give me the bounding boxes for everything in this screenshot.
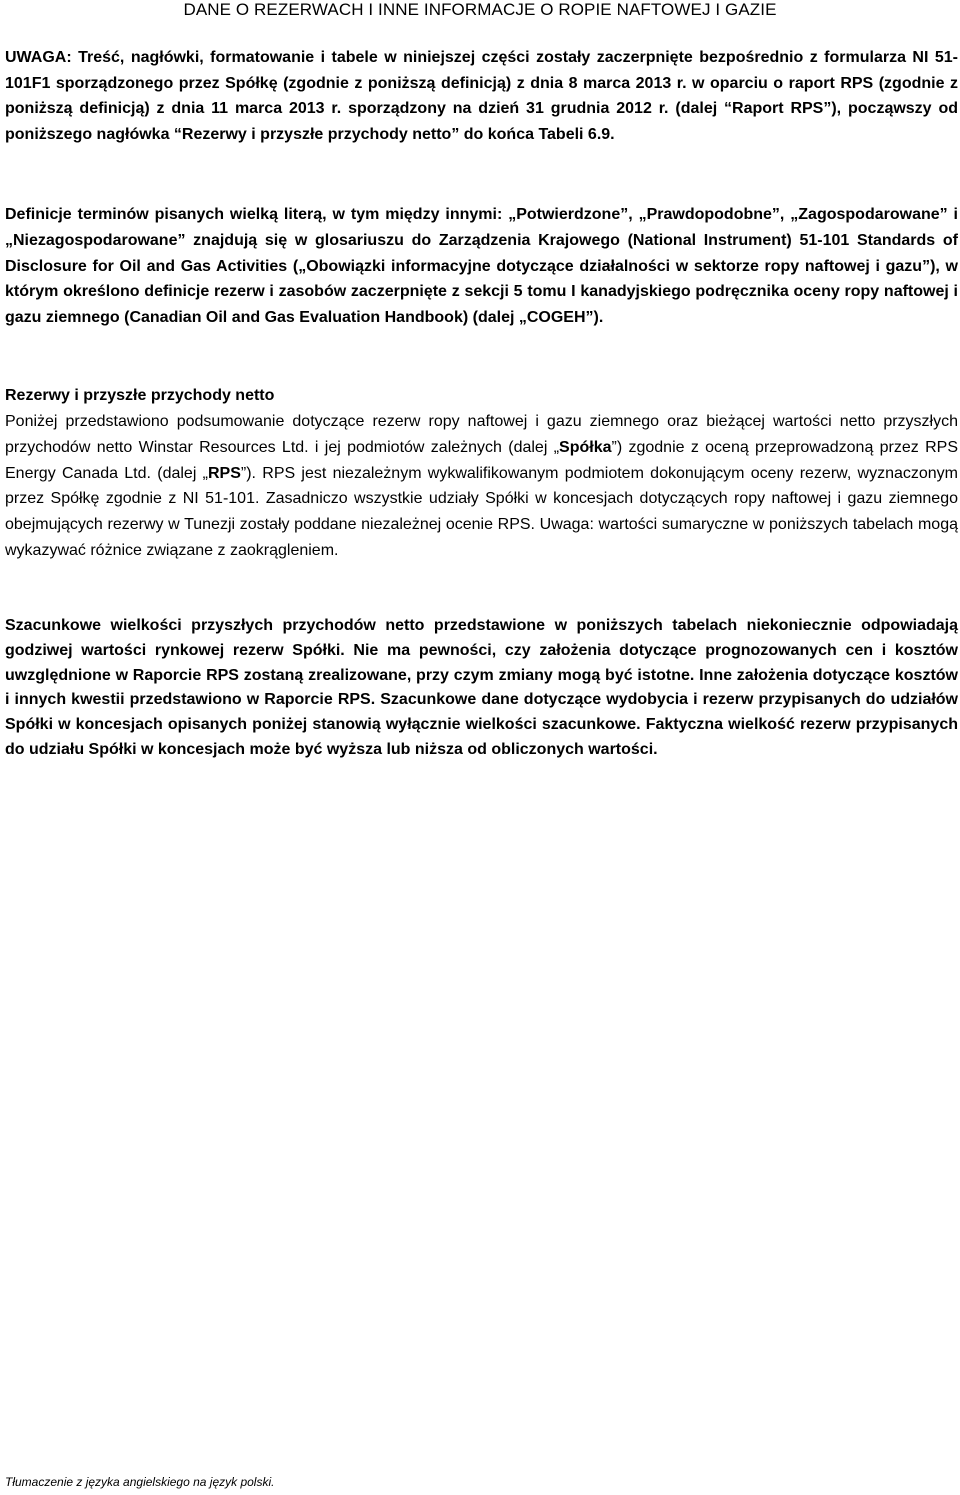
uwaga-note: UWAGA: Treść, nagłówki, formatowanie i tabele w niniejszej części zostały zaczerpnięte bezpośrednio z formularza NI 51-101F1 sporządzonego przez Spółkę (zgodnie z poniższą definicją) z dnia 8 marca 2013 r. w oparciu o raport RPS (zgodnie z poniższą definicją) z dnia 11 marca 2013 r. sporządzony na dzień 31 grudnia 2012 r. (dalej “Raport RPS”), począwszy od poniższego nagłówka “Rezerwy i przyszłe przychody netto” do końca Tabeli 6.9. [5, 49, 958, 143]
term-rps: RPS [207, 464, 241, 482]
document-page [5, 0, 959, 1495]
term-spolka: Spółka [559, 438, 612, 456]
translation-footer-note: Tłumaczenie z języka angielskiego na język polski. [5, 1475, 275, 1489]
reserves-text-part1: Poniżej przedstawiono podsumowanie dotyczące rezerw ropy naftowej i gazu ziemnego oraz bieżącej wartości netto przyszłych przychodów netto Winstar Resources Ltd. i jej podmiotów zależnych (dalej „ [5, 413, 958, 456]
reserves-text-part2: ”) zgodnie z oceną przeprowadzoną przez RPS Energy Canada Ltd. (dalej „ [5, 438, 958, 482]
page-title: DANE O REZERWACH I INNE INFORMACJE O ROPIE NAFTOWEJ I GAZIE [183, 0, 777, 19]
section-heading-reserves: Rezerwy i przyszłe przychody netto [5, 387, 275, 404]
definitions-paragraph: Definicje terminów pisanych wielką literą, w tym między innymi: „Potwierdzone”, „Prawdopodobne”, „Zagospodarowane” i „Niezagospodarowane” znajdują się w glosariuszu do Zarządzenia Krajowego (National Instrument) 51-101 Standards of Disclosure for Oil and Gas Activities („Obowiązki informacyjne dotyczące działalności w sektorze ropy naftowej i gazu”), w którym określono definicje rezerw i zasobów zaczerpnięte z sekcji 5 tomu I kanadyjskiego podręcznika oceny ropy naftowej i gazu ziemnego (Canadian Oil and Gas Evaluation Handbook) (dalej „COGEH”). [5, 206, 958, 327]
reserves-paragraph [5, 409, 958, 564]
reserves-text-part3: ”). RPS jest niezależnym wykwalifikowanym podmiotem dokonującym oceny rezerw, wyznaczonym przez Spółkę zgodnie z NI 51-101. Zasadniczo wszystkie udziały Spółki w koncesjach dotyczących ropy naftowej i gazu ziemnego obejmujących rezerwy w Tunezji zostały poddane niezależnej ocenie RPS. Uwaga: wartości sumaryczne w poniższych tabelach mogą wykazywać różnice związane z zaokrągleniem. [5, 464, 959, 559]
estimates-disclaimer-paragraph: Szacunkowe wielkości przyszłych przychodów netto przedstawione w poniższych tabelach niekoniecznie odpowiadają godziwej wartości rynkowej rezerw Spółki. Nie ma pewności, czy założenia dotyczące prognozowanych cen i kosztów uwzględnione w Raporcie RPS zostaną zrealizowane, przy czym zmiany mogą być istotne. Inne założenia dotyczące kosztów i innych kwestii przedstawiono w Raporcie RPS. Szacunkowe dane dotyczące wydobycia i rezerw przypisanych do udziałów Spółki w koncesjach opisanych poniżej stanowią wyłącznie wielkości szacunkowe. Faktyczna wielkość rezerw przypisanych do udziału Spółki w koncesjach może być wyższa lub niższa od obliczonych wartości. [5, 617, 958, 758]
